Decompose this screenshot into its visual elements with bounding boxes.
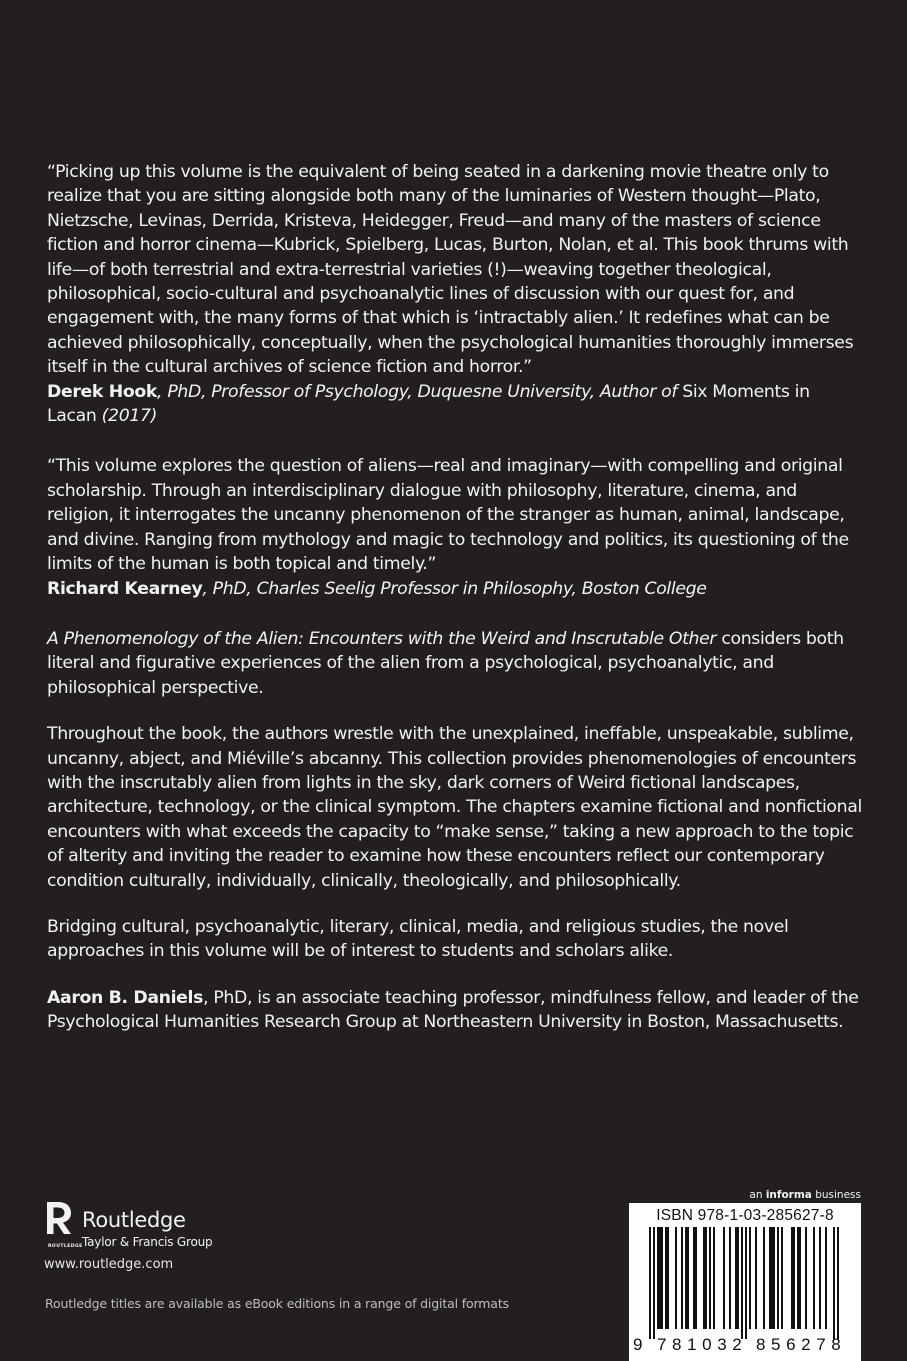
endorser-name: Richard Kearney — [47, 578, 203, 599]
endorser-name: Derek Hook — [47, 381, 158, 402]
barcode-bar — [649, 1227, 651, 1339]
barcode-left-digits: 781032 — [657, 1335, 748, 1354]
barcode-bar — [729, 1227, 731, 1329]
barcode-bar — [745, 1227, 747, 1339]
barcode-bar — [659, 1227, 661, 1329]
barcode-bar — [685, 1227, 687, 1329]
barcode-bar — [813, 1227, 815, 1329]
barcode-bar — [695, 1227, 697, 1329]
description-intro-text: considers both literal and figurative experiences of the alien from a psychological, psychoanalytic, and philosophical perspective. — [47, 628, 844, 698]
barcode-bar — [661, 1227, 663, 1329]
barcode-bar — [763, 1227, 765, 1329]
barcode-area — [629, 1188, 861, 1361]
publisher-logo-text — [82, 1208, 212, 1249]
barcode-bar — [781, 1227, 783, 1329]
publisher-group: Taylor & Francis Group — [82, 1235, 213, 1249]
book-title: A Phenomenology of the Alien: Encounters with the Weird and Inscrutable Other — [47, 628, 717, 649]
publisher-block — [44, 1200, 344, 1272]
barcode-bar — [755, 1227, 757, 1329]
barcode-bar — [791, 1227, 793, 1329]
barcode-bar — [799, 1227, 801, 1329]
informa-business-line — [629, 1188, 861, 1202]
barcode-bar — [769, 1227, 771, 1329]
informa-brand: informa — [765, 1189, 812, 1201]
barcode-bar — [703, 1227, 705, 1329]
endorsement-quote-2: “This volume explores the question of aliens—real and imaginary—with compelling and original scholarship. Through an interdisciplinary dialogue with philosophy, literature, cinema, and religion, it interrogates the uncanny phenomenon of the stranger as human, animal, landscape, and divine. Ranging from mythology and magic to technology and politics, its questioning of the limits of the human is both topical and timely.” — [47, 456, 849, 575]
barcode-bar — [723, 1227, 725, 1329]
endorsement-attribution-2 — [47, 577, 862, 601]
barcode-bar — [657, 1227, 659, 1329]
barcode-box — [629, 1203, 861, 1361]
endorser-credentials: , PhD, Professor of Psychology, Duquesne University, Author of — [157, 381, 683, 402]
barcode-bar — [749, 1227, 751, 1329]
publisher-name: Routledge — [82, 1208, 186, 1232]
barcode-bar — [681, 1227, 683, 1329]
barcode-bar — [771, 1227, 773, 1329]
informa-prefix: an — [749, 1189, 766, 1201]
ebook-note: Routledge titles are available as eBook editions in a range of digital formats — [45, 1296, 509, 1311]
book-description-body: Throughout the book, the authors wrestle with the unexplained, ineffable, unspeakable, sublime, uncanny, abject, and Miéville’s abcanny. This collection provides phenomenologies of encounters with the inscrutably alien from lights in the sky, dark corners of Weird fictional landscapes, architecture, technology, or the clinical symptom. The chapters examine fictional and nonfictional encounters with what exceeds the capacity to “make sense,” taking a new approach to the topic of alterity and inviting the reader to examine how these encounters reflect our contemporary condition culturally, individually, clinically, theologically, and philosophically. — [47, 724, 862, 891]
barcode-first-digit: 9 — [633, 1335, 643, 1354]
barcode-bar — [793, 1227, 795, 1329]
barcode-bar — [705, 1227, 707, 1329]
barcode-bar — [797, 1227, 799, 1329]
barcode-bar — [837, 1227, 839, 1339]
endorser-book-title: Six Moments in Lacan — [47, 381, 810, 427]
routledge-r-icon — [44, 1200, 83, 1249]
barcode-bar — [737, 1227, 739, 1329]
barcode-bar — [709, 1227, 711, 1329]
publisher-website: www.routledge.com — [44, 1257, 174, 1272]
barcode-bar — [693, 1227, 695, 1329]
barcode-bar — [825, 1227, 827, 1329]
isbn-label: ISBN 978-1-03-285627-8 — [656, 1207, 834, 1224]
logo-vertical-text: ROUTLEDGE — [48, 1244, 83, 1249]
ean13-barcode — [633, 1227, 857, 1339]
book-description-intro — [47, 627, 862, 700]
informa-suffix: business — [811, 1189, 861, 1201]
endorsement-quote-1: “Picking up this volume is the equivalent of being seated in a darkening movie theatre only to realize that you are sitting alongside both many of the luminaries of Western thought—Plato, Nietzsche, Levinas, Derrida, Kristeva, Heidegger, Freud—and many of the masters of science fiction and horror cinema—Kubrick, Spielberg, Lucas, Burton, Nolan, et al. This book thrums with life—of both terrestrial and extra-terrestrial varieties (!)—weaving together theological, philosophical, socio-cultural and psychoanalytic lines of discussion with our quest for, and engagement with, the many forms of that which is ‘intractably alien.’ It redefines what can be achieved philosophically, conceptually, when the psychological humanities thoroughly immerses itself in the cultural archives of science fiction and horror.” — [47, 162, 854, 378]
author-bio — [47, 986, 862, 1035]
barcode-bar — [665, 1227, 667, 1329]
endorser-credentials: , PhD, Charles Seelig Professor in Philosophy, Boston College — [202, 578, 707, 599]
barcode-bar — [713, 1227, 715, 1329]
barcode-bar — [653, 1227, 655, 1339]
book-description-closing: Bridging cultural, psychoanalytic, literary, clinical, media, and religious studies, the novel approaches in this volume will be of interest to students and scholars alike. — [47, 916, 789, 962]
barcode-bar — [819, 1227, 821, 1329]
barcode-bar — [687, 1227, 689, 1329]
endorser-book-year: (2017) — [96, 406, 158, 427]
publisher-logo — [44, 1200, 344, 1249]
author-bio-text: , PhD, is an associate teaching professor, mindfulness fellow, and leader of the Psychological Humanities Research Group at Northeastern University in Boston, Massachusetts. — [47, 987, 859, 1033]
author-name: Aaron B. Daniels — [47, 987, 204, 1008]
back-cover-text — [47, 160, 862, 1035]
barcode-bar — [773, 1227, 775, 1329]
barcode-right-digits: 856278 — [756, 1335, 847, 1354]
endorsement-attribution-1 — [47, 380, 862, 429]
barcode-bar — [667, 1227, 669, 1329]
barcode-bar — [741, 1227, 743, 1339]
barcode-bar — [805, 1227, 807, 1329]
barcode-bar — [735, 1227, 737, 1329]
barcode-bar — [675, 1227, 677, 1329]
barcode-bar — [833, 1227, 835, 1339]
barcode-bar — [777, 1227, 779, 1329]
